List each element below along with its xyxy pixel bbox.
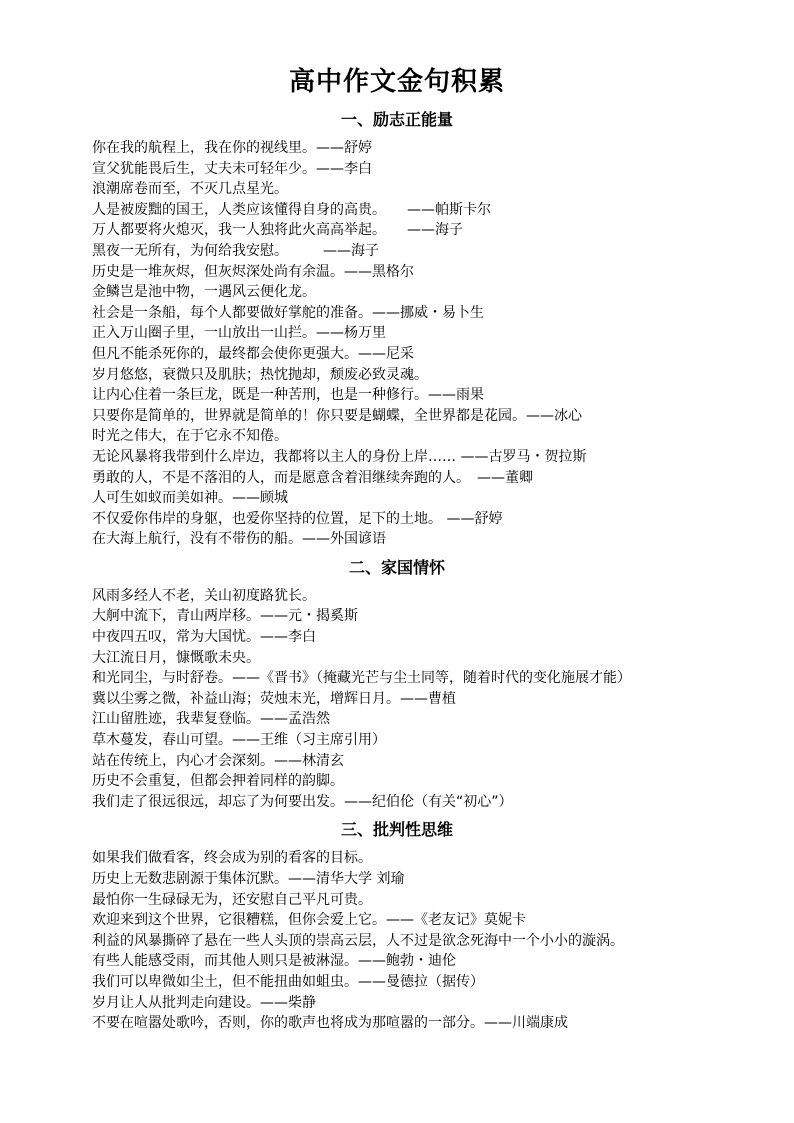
quote-line: 岁月让人从批判走向建设。——柴静: [92, 994, 316, 1011]
quote-line: 江山留胜迹，我辈复登临。——孟浩然: [92, 711, 330, 728]
section-heading: 三、批判性思维: [340, 820, 453, 840]
quote-line: 在大海上航行，没有不带伤的船。——外国谚语: [92, 531, 386, 548]
quote-line: 宣父犹能畏后生，丈夫未可轻年少。——李白: [92, 160, 372, 177]
quote-line: 浪潮席卷而至，不灭几点星光。: [92, 181, 288, 198]
quote-line: 站在传统上，内心才会深刻。——林清玄: [92, 752, 344, 769]
quote-line: 如果我们做看客，终会成为别的看客的目标。: [92, 850, 372, 867]
quote-line: 金鳞岂是池中物，一遇风云便化龙。: [92, 284, 316, 301]
quote-list: [92, 586, 794, 813]
quote-line: 大江流日月，慷慨歌未央。: [92, 649, 260, 666]
quote-line: 冀以尘雾之微，补益山海；荧烛末光，增辉日月。——曹植: [92, 690, 456, 707]
quote-line: 岁月悠悠，衰微只及肌肤；热忱抛却，颓废必致灵魂。: [92, 366, 428, 383]
section-1: [0, 108, 794, 550]
quote-line: 历史是一堆灰烬，但灰烬深处尚有余温。——黑格尔: [92, 263, 414, 280]
quote-list: [92, 138, 794, 550]
section-2: [0, 556, 794, 813]
quote-line: 利益的风暴撕碎了悬在一些人头顶的崇高云层，人不过是欲念死海中一个小小的漩涡。: [92, 932, 624, 949]
quote-line: 我们可以卑微如尘土，但不能扭曲如蛆虫。——曼德拉（据传）: [92, 973, 484, 990]
quote-line: 不要在喧嚣处歌吟，否则，你的歌声也将成为那喧嚣的一部分。——川端康成: [92, 1015, 568, 1032]
section-heading: 二、家国情怀: [348, 557, 445, 577]
quote-line: 我们走了很远很远，却忘了为何要出发。——纪伯伦（有关“初心”）: [92, 793, 513, 810]
quote-line: 让内心住着一条巨龙，既是一种苦刑，也是一种修行。——雨果: [92, 387, 484, 404]
quote-line: 不仅爱你伟岸的身躯，也爱你坚持的位置，足下的土地。 ——舒婷: [92, 510, 503, 527]
quote-line: 中夜四五叹，常为大国忧。——李白: [92, 629, 316, 646]
quote-line: 黑夜一无所有，为何给我安慰。 ——海子: [92, 242, 379, 259]
quote-line: 人是被废黜的国王，人类应该懂得自身的高贵。 ——帕斯卡尔: [92, 201, 491, 218]
quote-line: 人可生如蚁而美如神。——顾城: [92, 490, 288, 507]
section-heading: 一、励志正能量: [340, 110, 453, 129]
sections-container: [0, 108, 794, 1034]
quote-line: 万人都要将火熄灭，我一人独将此火高高举起。 ——海子: [92, 222, 463, 239]
quote-line: 勇敢的人，不是不落泪的人，而是愿意含着泪继续奔跑的人。 ——董卿: [92, 469, 533, 486]
quote-line: 时光之伟大，在于它永不知倦。: [92, 428, 288, 445]
quote-line: 历史不会重复，但都会押着同样的韵脚。: [92, 773, 344, 790]
quote-line: 你在我的航程上，我在你的视线里。——舒婷: [92, 140, 372, 156]
quote-line: 最怕你一生碌碌无为，还安慰自己平凡可贵。: [92, 891, 372, 908]
quote-line: 大舸中流下，青山两岸移。——元・揭奚斯: [92, 608, 358, 625]
section-3: [0, 818, 794, 1033]
quote-line: 社会是一条船，每个人都要做好掌舵的准备。——挪威・易卜生: [92, 304, 484, 321]
quote-line: 有些人能感受雨，而其他人则只是被淋湿。——鲍勃・迪伦: [92, 953, 456, 970]
quote-line: 只要你是简单的，世界就是简单的！你只要是蝴蝶，全世界都是花园。——冰心: [92, 407, 582, 424]
quote-line: 但凡不能杀死你的，最终都会使你更强大。——尼采: [92, 345, 414, 362]
quote-line: 无论风暴将我带到什么岸边，我都将以主人的身份上岸…… ——古罗马・贺拉斯: [92, 448, 587, 465]
quote-line: 草木蔓发，春山可望。——王维（习主席引用）: [92, 732, 386, 749]
quote-line: 正入万山圈子里，一山放出一山拦。——杨万里: [92, 325, 386, 342]
quote-line: 和光同尘，与时舒卷。——《晋书》（掩藏光芒与尘土同等，随着时代的变化施展才能）: [92, 670, 631, 687]
quote-line: 欢迎来到这个世界，它很糟糕，但你会爱上它。——《老友记》莫妮卡: [92, 912, 526, 929]
document-title: 高中作文金句积累: [288, 67, 505, 97]
quote-list: [92, 848, 794, 1033]
quote-line: 历史上无数悲剧源于集体沉默。——清华大学 刘瑜: [92, 871, 405, 887]
quote-line: 风雨多经人不老，关山初度路犹长。: [92, 587, 316, 604]
